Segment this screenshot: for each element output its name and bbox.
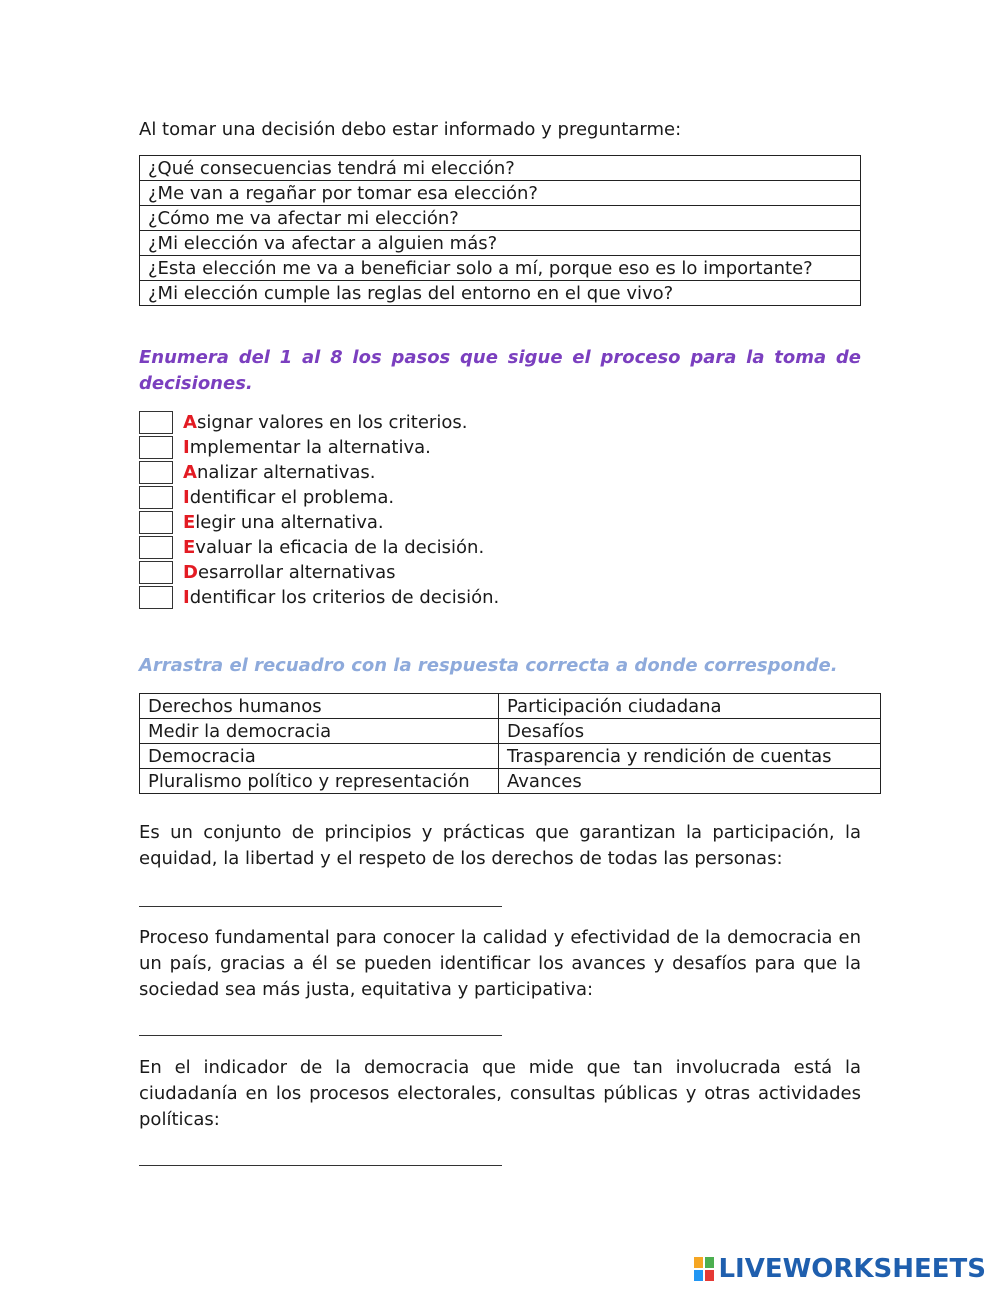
draggable-answer[interactable]: Pluralismo político y representación — [140, 769, 499, 794]
table-row — [140, 281, 861, 306]
draggable-answer[interactable]: Participación ciudadana — [499, 694, 881, 719]
draggable-answer[interactable]: Derechos humanos — [140, 694, 499, 719]
instruction-line-1: Enumera del 1 al 8 los pasos que sigue el proceso para la toma de — [139, 347, 861, 368]
table-row — [140, 719, 881, 744]
prompt-1: Es un conjunto de principios y prácticas que garantizan la participación, la equidad, la libertad y el respeto de los derechos de todas las personas: — [139, 822, 861, 869]
step-initial: I — [183, 587, 190, 608]
number-input-box[interactable] — [139, 486, 173, 509]
number-input-box[interactable] — [139, 411, 173, 434]
question-cell: ¿Mi elección cumple las reglas del entorno en el que vivo? — [140, 281, 861, 306]
list-item — [139, 435, 499, 460]
step-text: legir una alternativa. — [195, 512, 384, 533]
table-row — [140, 694, 881, 719]
step-initial: E — [183, 537, 196, 558]
table-row — [140, 769, 881, 794]
question-cell: ¿Qué consecuencias tendrá mi elección? — [140, 156, 861, 181]
questions-table — [139, 155, 861, 306]
answers-table — [139, 693, 881, 794]
liveworksheets-logo — [694, 1254, 986, 1284]
logo-blocks-icon — [694, 1257, 714, 1281]
list-item — [139, 585, 499, 610]
table-row — [140, 156, 861, 181]
step-initial: D — [183, 562, 198, 583]
table-row — [140, 744, 881, 769]
prompt-3: En el indicador de la democracia que mide que tan involucrada está la ciudadanía en los procesos electorales, consultas públicas y otras actividades políticas: — [139, 1057, 861, 1130]
list-item — [139, 535, 499, 560]
intro-text: Al tomar una decisión debo estar informado y preguntarme: — [139, 119, 682, 140]
table-row — [140, 181, 861, 206]
draggable-answer[interactable]: Trasparencia y rendición de cuentas — [499, 744, 881, 769]
answer-drop-line-1[interactable] — [139, 906, 502, 907]
step-initial: I — [183, 487, 190, 508]
number-input-box[interactable] — [139, 586, 173, 609]
prompt-2: Proceso fundamental para conocer la calidad y efectividad de la democracia en un país, gracias a él se pueden identificar los avances y desafíos para que la sociedad sea más justa, equitativa y participativa: — [139, 927, 861, 1000]
answer-drop-line-3[interactable] — [139, 1165, 502, 1166]
table-row — [140, 256, 861, 281]
number-input-box[interactable] — [139, 461, 173, 484]
instruction-heading-1 — [139, 345, 861, 397]
question-cell: ¿Esta elección me va a beneficiar solo a mí, porque eso es lo importante? — [140, 256, 861, 281]
question-cell: ¿Me van a regañar por tomar esa elección? — [140, 181, 861, 206]
number-input-box[interactable] — [139, 561, 173, 584]
instruction-heading-2: Arrastra el recuadro con la respuesta correcta a donde corresponde. — [139, 655, 838, 676]
step-initial: A — [183, 412, 197, 433]
step-text: dentificar los criterios de decisión. — [189, 587, 500, 608]
step-text: valuar la eficacia de la decisión. — [195, 537, 485, 558]
answer-drop-line-2[interactable] — [139, 1035, 502, 1036]
step-initial: I — [183, 437, 190, 458]
step-initial: A — [183, 462, 197, 483]
question-cell: ¿Cómo me va afectar mi elección? — [140, 206, 861, 231]
step-text: dentificar el problema. — [189, 487, 395, 508]
list-item — [139, 485, 499, 510]
draggable-answer[interactable]: Medir la democracia — [140, 719, 499, 744]
step-text: nalizar alternativas. — [196, 462, 376, 483]
step-text: signar valores en los criterios. — [196, 412, 468, 433]
number-input-box[interactable] — [139, 536, 173, 559]
question-cell: ¿Mi elección va afectar a alguien más? — [140, 231, 861, 256]
draggable-answer[interactable]: Avances — [499, 769, 881, 794]
list-item — [139, 460, 499, 485]
list-item — [139, 560, 499, 585]
number-input-box[interactable] — [139, 436, 173, 459]
table-row — [140, 231, 861, 256]
steps-list — [139, 410, 499, 610]
step-initial: E — [183, 512, 196, 533]
brand-name: LIVEWORKSHEETS — [718, 1254, 986, 1284]
instruction-line-2: decisiones. — [139, 373, 253, 394]
step-text: mplementar la alternativa. — [189, 437, 431, 458]
list-item — [139, 410, 499, 435]
number-input-box[interactable] — [139, 511, 173, 534]
list-item — [139, 510, 499, 535]
draggable-answer[interactable]: Democracia — [140, 744, 499, 769]
step-text: esarrollar alternativas — [197, 562, 396, 583]
table-row — [140, 206, 861, 231]
draggable-answer[interactable]: Desafíos — [499, 719, 881, 744]
